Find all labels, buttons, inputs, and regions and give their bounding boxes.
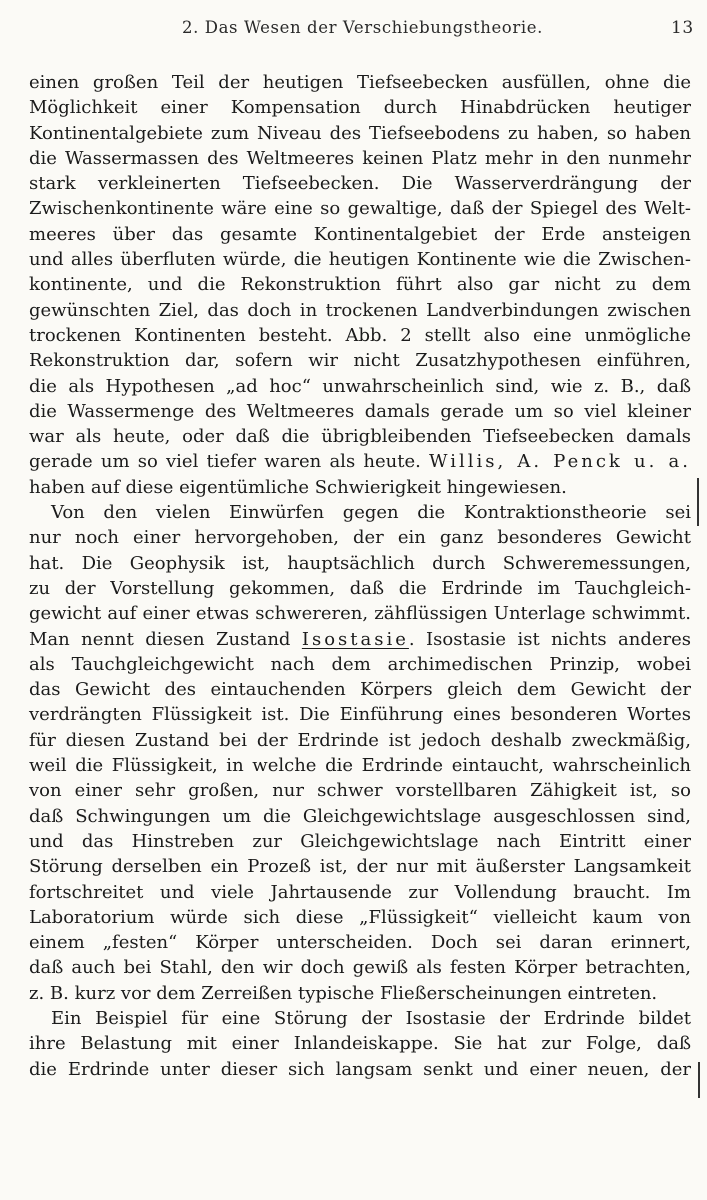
text-line: nur noch einer hervorgehoben, der ein ganz besonderes Gewicht bbox=[29, 527, 691, 549]
text-line: Möglichkeit einer Kompensation durch Hinabdrücken heutiger bbox=[29, 97, 691, 119]
text-line: einem „festen“ Körper unterscheiden. Doch sei daran erinnert, bbox=[29, 932, 691, 954]
text-line: war als heute, oder daß die übrigbleibenden Tiefseebecken damals bbox=[29, 426, 691, 448]
text-line: Zwischenkontinente wäre eine so gewaltige, daß der Spiegel des Welt- bbox=[29, 198, 691, 220]
pen-margin-mark bbox=[697, 478, 699, 526]
text-line: für diesen Zustand bei der Erdrinde ist jedoch deshalb zweckmäßig, bbox=[29, 729, 691, 751]
text-line: Kontinentalgebiete zum Niveau des Tiefseebodens zu haben, so haben bbox=[29, 122, 691, 144]
text-line: daß auch bei Stahl, den wir doch gewiß als festen Körper betrachten, bbox=[29, 957, 691, 979]
text-line: von einer sehr großen, nur schwer vorstellbaren Zähigkeit ist, so bbox=[29, 780, 691, 802]
spaced-term-isostasie: Isostasie bbox=[301, 628, 409, 650]
text-line: hat. Die Geophysik ist, hauptsächlich durch Schweremessungen, bbox=[29, 552, 691, 574]
spaced-authors: Willis, A. Penck u. a. bbox=[429, 451, 691, 473]
text-line: die Wassermassen des Weltmeeres keinen Platz mehr in den nunmehr bbox=[29, 147, 691, 169]
text-line: z. B. kurz vor dem Zerreißen typische Fließerscheinungen eintreten. bbox=[29, 982, 658, 1004]
text-line-with-authors bbox=[29, 449, 691, 474]
text-line: Störung derselben ein Prozeß ist, der nur mit äußerster Langsamkeit bbox=[29, 856, 691, 878]
text-line: als Tauchgleichgewicht nach dem archimedischen Prinzip, wobei bbox=[29, 653, 691, 675]
text-line: kontinente, und die Rekonstruktion führt also gar nicht zu dem bbox=[29, 274, 691, 296]
text-fragment: gerade um so viel tiefer waren als heute. bbox=[29, 451, 421, 473]
text-line: daß Schwingungen um die Gleichgewichtslage ausgeschlossen sind, bbox=[29, 805, 691, 827]
text-line: und alles überfluten würde, die heutigen Kontinente wie die Zwischen- bbox=[29, 249, 691, 271]
text-line: ihre Belastung mit einer Inlandeiskappe. Sie hat zur Folge, daß bbox=[29, 1033, 691, 1055]
text-line: Rekonstruktion dar, sofern wir nicht Zusatzhypothesen einführen, bbox=[29, 350, 691, 372]
text-line: die als Hypothesen „ad hoc“ unwahrscheinlich sind, wie z. B., daß bbox=[29, 375, 691, 397]
text-line: und das Hinstreben zur Gleichgewichtslage nach Eintritt einer bbox=[29, 830, 691, 852]
text-line: die Erdrinde unter dieser sich langsam senkt und einer neuen, der bbox=[29, 1058, 691, 1080]
text-line: weil die Flüssigkeit, in welche die Erdrinde eintaucht, wahrscheinlich bbox=[29, 755, 691, 777]
text-line: meeres über das gesamte Kontinentalgebiet der Erde ansteigen bbox=[29, 223, 691, 245]
text-line: trockenen Kontinenten besteht. Abb. 2 stellt also eine unmögliche bbox=[29, 324, 691, 346]
text-line: gewicht auf einer etwas schwereren, zähflüssigen Unterlage schwimmt. bbox=[29, 603, 691, 625]
text-line: fortschreitet und viele Jahrtausende zur Vollendung braucht. Im bbox=[29, 881, 691, 903]
text-line: die Wassermenge des Weltmeeres damals gerade um so viel kleiner bbox=[29, 400, 691, 422]
page-number: 13 bbox=[671, 18, 694, 38]
paragraph-start: Von den vielen Einwürfen gegen die Kontraktionstheorie sei bbox=[51, 502, 691, 524]
text-line: Laboratorium würde sich diese „Flüssigkeit“ vielleicht kaum von bbox=[29, 906, 691, 928]
text-line: stark verkleinerten Tiefseebecken. Die Wasserverdrängung der bbox=[29, 173, 691, 195]
text-line: das Gewicht des eintauchenden Körpers gleich dem Gewicht der bbox=[29, 679, 691, 701]
chapter-title: 2. Das Wesen der Verschiebungstheorie. bbox=[182, 18, 543, 37]
body-text bbox=[29, 70, 691, 1082]
text-fragment: Man nennt diesen Zustand bbox=[29, 628, 291, 650]
text-line: haben auf diese eigentümliche Schwierigkeit hingewiesen. bbox=[29, 476, 567, 498]
text-fragment: . Isostasie ist nichts anderes bbox=[408, 628, 691, 650]
paragraph-start: Ein Beispiel für eine Störung der Isostasie der Erdrinde bildet bbox=[51, 1007, 691, 1029]
pen-margin-mark bbox=[698, 1062, 700, 1098]
text-line: verdrängten Flüssigkeit ist. Die Einführung eines besonderen Wortes bbox=[29, 704, 691, 726]
text-line-with-term bbox=[29, 627, 691, 652]
text-line: gewünschten Ziel, das doch in trockenen Landverbindungen zwischen bbox=[29, 299, 691, 321]
text-line: einen großen Teil der heutigen Tiefseebecken ausfüllen, ohne die bbox=[29, 72, 691, 93]
text-line: zu der Vorstellung gekommen, daß die Erdrinde im Tauchgleich- bbox=[29, 577, 691, 599]
running-head bbox=[0, 18, 707, 48]
